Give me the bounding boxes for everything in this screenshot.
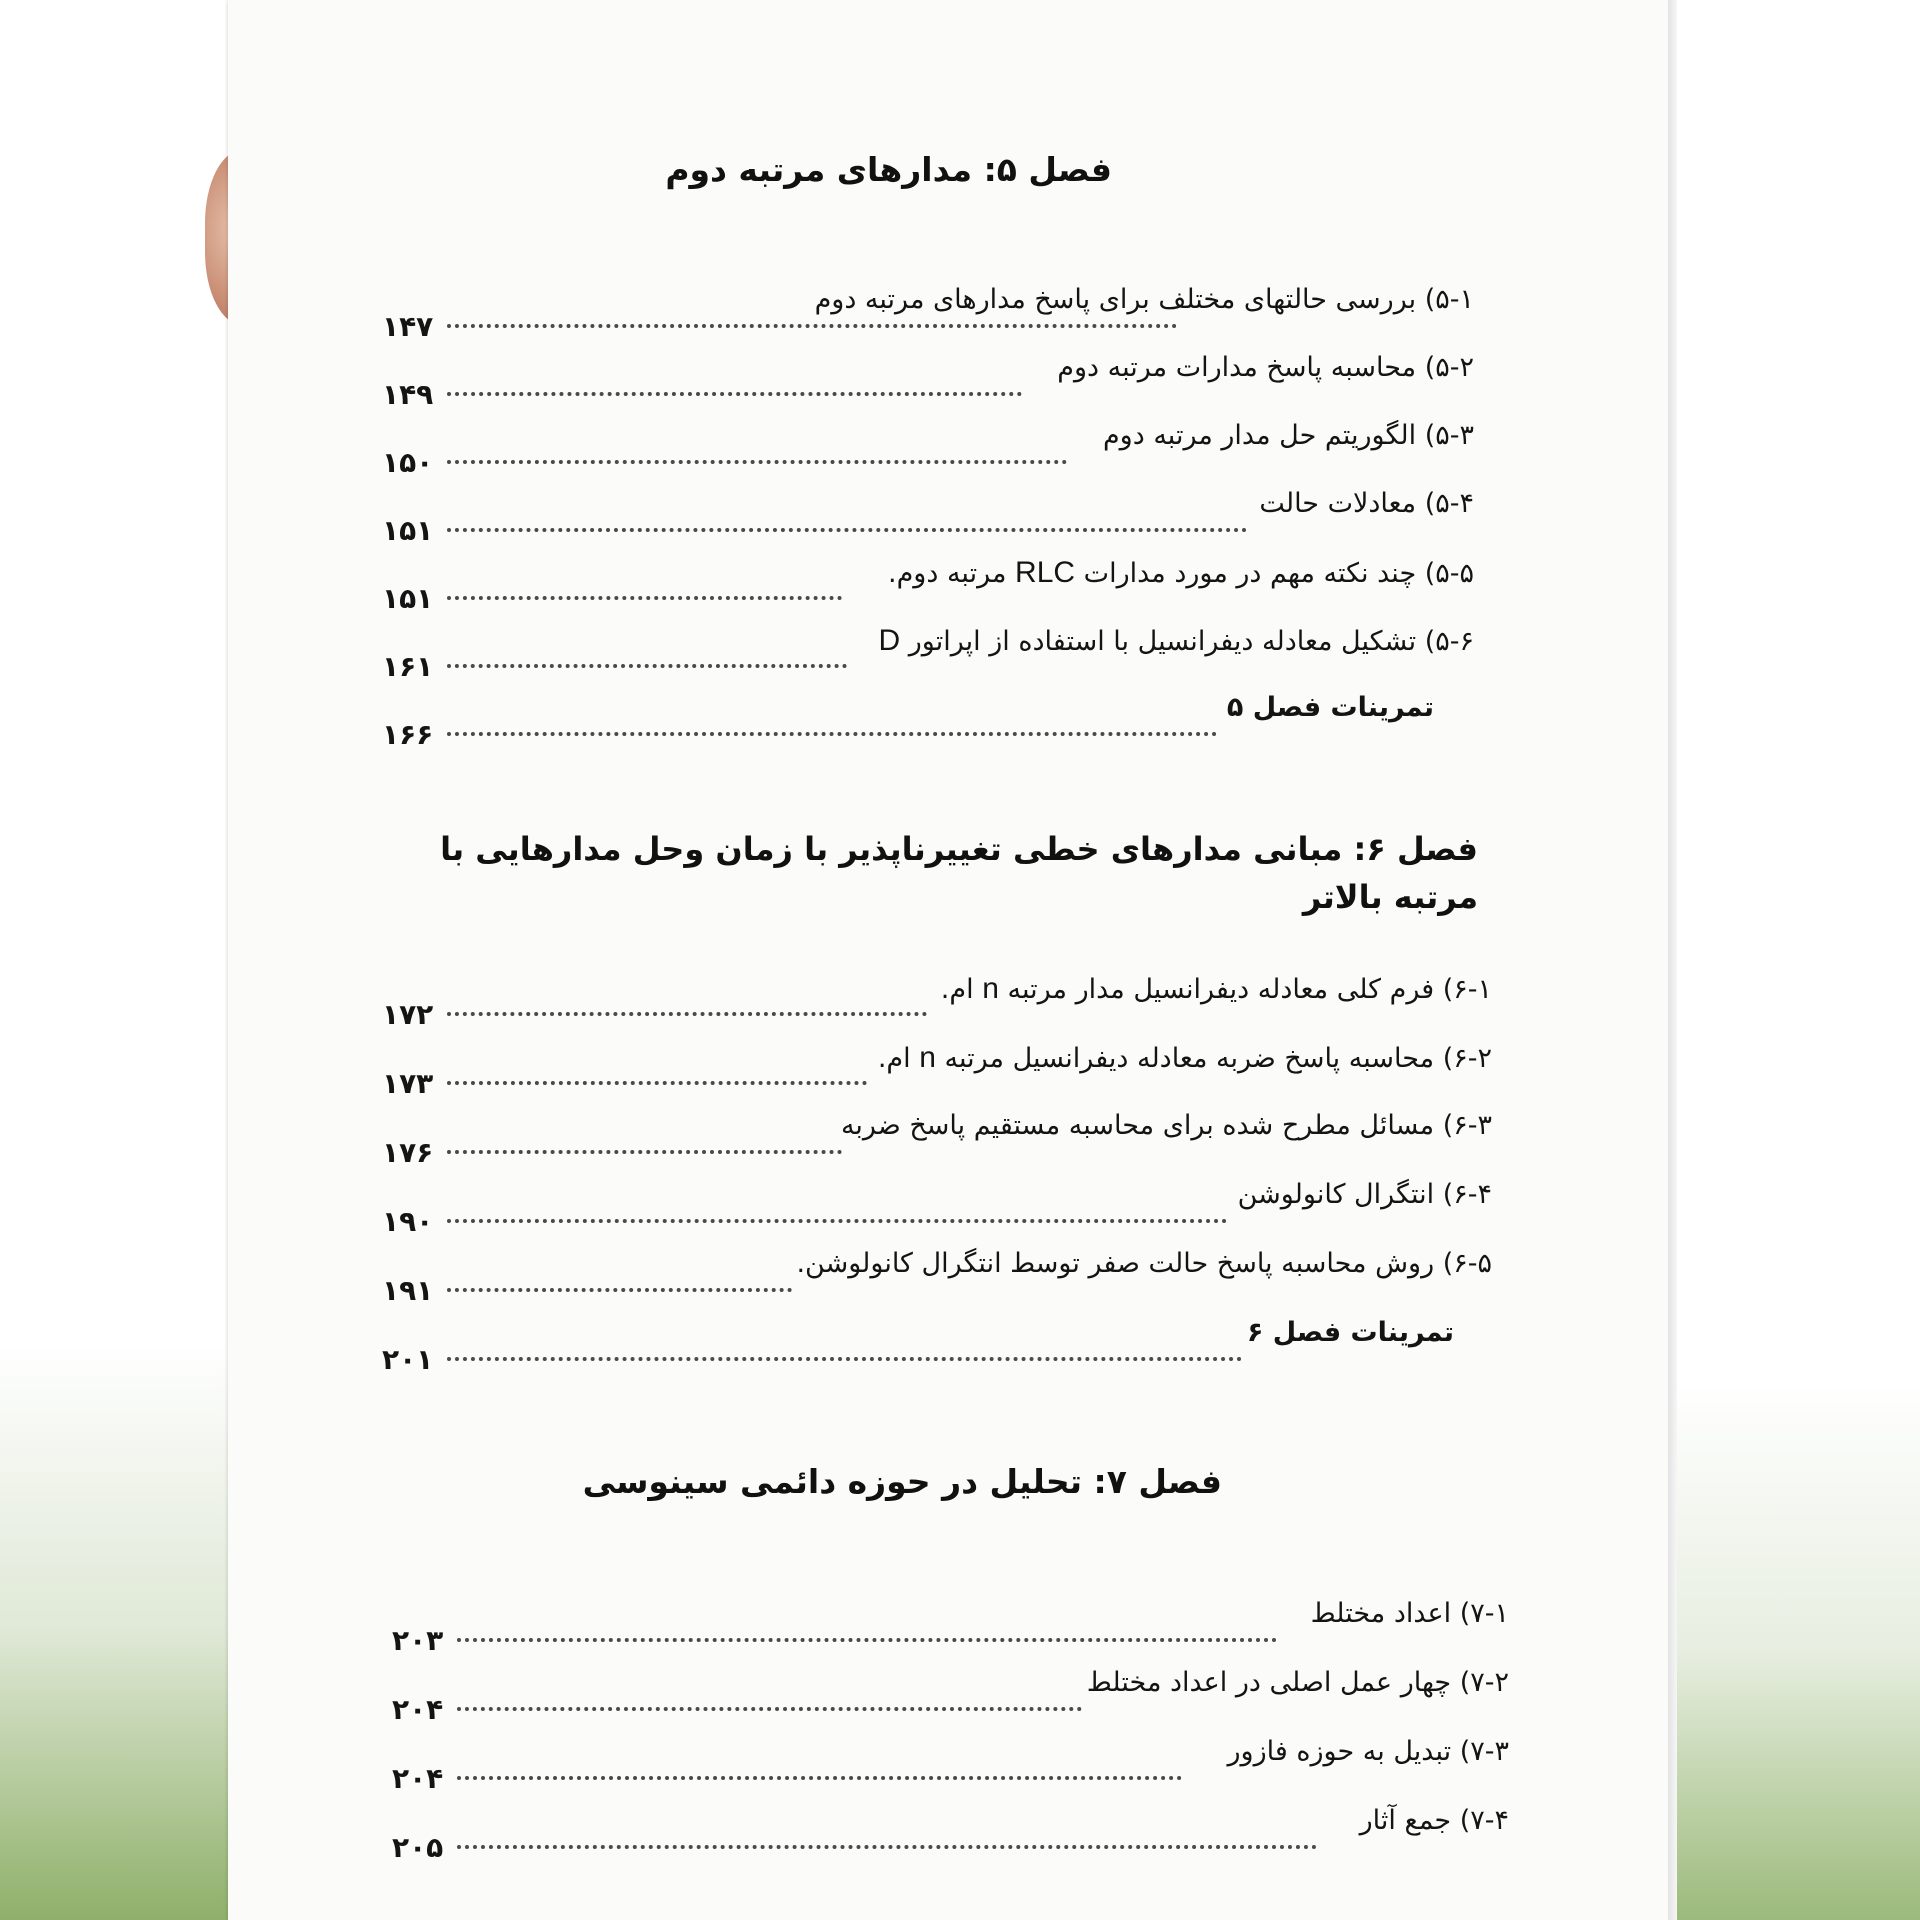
dot-leader <box>457 1776 1182 1780</box>
label-latin-term: n <box>919 1041 936 1074</box>
toc-page-number: ۱۹۱ <box>382 1274 434 1307</box>
toc-entry-5-exercises[interactable] <box>382 692 1434 762</box>
toc-entry-label: ۷-۲) چهار عمل اصلی در اعداد مختلط <box>1086 1667 1509 1698</box>
toc-entry-5-3[interactable] <box>382 420 1474 490</box>
toc-entry-label <box>941 972 1492 1006</box>
dot-leader <box>447 1357 1242 1361</box>
toc-entry-label: تمرینات فصل ۵ <box>1226 692 1434 723</box>
dot-leader <box>447 528 1247 532</box>
toc-page-number: ۱۷۳ <box>382 1067 434 1100</box>
toc-page-number: ۱۵۱ <box>382 582 434 615</box>
toc-entry-label: ۷-۳) تبدیل به حوزه فازور <box>1227 1736 1509 1767</box>
toc-page-number: ۱۷۲ <box>382 998 434 1031</box>
label-text-start: ۵-۶) تشکیل معادله دیفرانسیل با استفاده از اپراتور <box>908 626 1474 657</box>
toc-entry-label: ۷-۴) جمع آثار <box>1359 1805 1509 1836</box>
page-edge <box>1668 0 1677 1920</box>
toc-entry-7-2[interactable] <box>392 1667 1509 1737</box>
toc-page-number: ۱۶۱ <box>382 650 434 683</box>
toc-entry-label: ۵-۳) الگوریتم حل مدار مرتبه دوم <box>1102 420 1474 451</box>
toc-page-number: ۱۵۱ <box>382 514 434 547</box>
toc-entry-label: ۶-۳) مسائل مطرح شده برای محاسبه مستقیم پاسخ ضربه <box>840 1110 1492 1141</box>
label-text-end: مرتبه دوم. <box>888 558 1007 589</box>
chapter-5-title: فصل ۵: مدارهای مرتبه دوم <box>665 150 1112 189</box>
dot-leader <box>457 1707 1082 1711</box>
toc-page-number: ۱۵۰ <box>382 446 434 479</box>
toc-page-number: ۲۰۴ <box>392 1693 444 1726</box>
label-text-end: ام. <box>877 1043 911 1074</box>
label-text-start: ۶-۱) فرم کلی معادله دیفرانسیل مدار مرتبه <box>1007 974 1492 1005</box>
toc-entry-6-4[interactable] <box>382 1179 1492 1249</box>
toc-entry-label: ۶-۵) روش محاسبه پاسخ حالت صفر توسط انتگرال کانولوشن. <box>796 1248 1492 1279</box>
chapter-7-title: فصل ۷: تحلیل در حوزه دائمی سینوسی <box>582 1462 1222 1501</box>
toc-page-number: ۲۰۳ <box>392 1624 444 1657</box>
dot-leader <box>447 596 842 600</box>
chapter-6-title: فصل ۶: مبانی مدارهای خطی تغییرناپذیر با زمان وحل مدارهایی با مرتبه بالاتر <box>440 830 1478 916</box>
label-latin-term: D <box>878 624 901 657</box>
toc-entry-label: ۶-۴) انتگرال کانولوشن <box>1237 1179 1492 1210</box>
dot-leader <box>447 664 847 668</box>
toc-entry-label <box>879 624 1475 658</box>
toc-entry-label <box>878 1041 1492 1075</box>
toc-page-number: ۲۰۴ <box>392 1762 444 1795</box>
toc-page-number: ۱۷۶ <box>382 1136 434 1169</box>
label-latin-term: n <box>982 972 999 1005</box>
dot-leader <box>447 1081 867 1085</box>
toc-entry-6-1[interactable] <box>382 972 1492 1042</box>
toc-page-number: ۲۰۵ <box>392 1831 444 1864</box>
dot-leader <box>457 1638 1277 1642</box>
background-right <box>1665 0 1920 1920</box>
label-text-start: ۶-۲) محاسبه پاسخ ضربه معادله دیفرانسیل مرتبه <box>944 1043 1492 1074</box>
toc-page-number: ۱۹۰ <box>382 1205 434 1238</box>
toc-entry-5-4[interactable] <box>382 488 1474 558</box>
toc-entry-7-1[interactable] <box>392 1598 1509 1668</box>
toc-entry-7-4[interactable] <box>392 1805 1509 1875</box>
dot-leader <box>447 732 1217 736</box>
background-left <box>0 0 230 1920</box>
dot-leader <box>457 1845 1317 1849</box>
dot-leader <box>447 460 1067 464</box>
toc-entry-5-6[interactable] <box>382 624 1474 694</box>
toc-entry-5-5[interactable] <box>382 556 1474 626</box>
toc-entry-6-2[interactable] <box>382 1041 1492 1111</box>
toc-entry-6-5[interactable] <box>382 1248 1492 1318</box>
toc-entry-6-3[interactable] <box>382 1110 1492 1180</box>
dot-leader <box>447 392 1022 396</box>
toc-entry-label: ۵-۴) معادلات حالت <box>1259 488 1474 519</box>
dot-leader <box>447 1012 927 1016</box>
toc-page-number: ۱۴۷ <box>382 310 434 343</box>
toc-entry-label: ۷-۱) اعداد مختلط <box>1310 1598 1509 1629</box>
dot-leader <box>447 1150 842 1154</box>
toc-entry-label <box>888 556 1474 590</box>
toc-entry-label: ۵-۱) بررسی حالتهای مختلف برای پاسخ مدارهای مرتبه دوم <box>814 284 1474 315</box>
label-latin-term: RLC <box>1015 556 1076 589</box>
toc-entry-6-exercises[interactable] <box>382 1317 1454 1387</box>
toc-entry-label: ۵-۲) محاسبه پاسخ مدارات مرتبه دوم <box>1057 352 1474 383</box>
toc-entry-5-1[interactable] <box>382 284 1474 354</box>
toc-entry-label: تمرینات فصل ۶ <box>1246 1317 1454 1348</box>
dot-leader <box>447 1288 792 1292</box>
toc-entry-5-2[interactable] <box>382 352 1474 422</box>
dot-leader <box>447 324 1177 328</box>
label-text-start: ۵-۵) چند نکته مهم در مورد مدارات <box>1083 558 1474 589</box>
dot-leader <box>447 1219 1227 1223</box>
label-text-end: ام. <box>940 974 974 1005</box>
toc-entry-7-3[interactable] <box>392 1736 1509 1806</box>
toc-page-number: ۱۶۶ <box>382 718 434 751</box>
toc-page-number: ۲۰۱ <box>382 1343 434 1376</box>
toc-page-number: ۱۴۹ <box>382 378 434 411</box>
